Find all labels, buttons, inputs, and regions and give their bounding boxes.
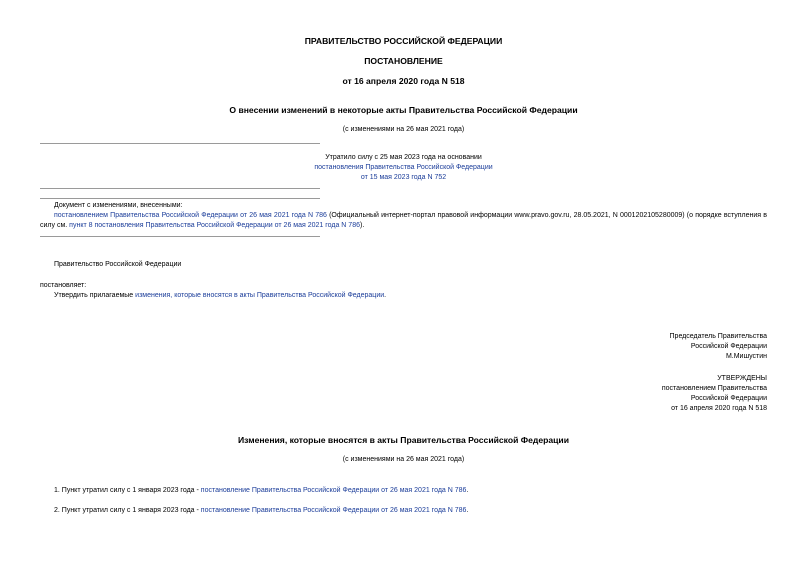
government-heading: ПРАВИТЕЛЬСТВО РОССИЙСКОЙ ФЕДЕРАЦИИ	[304, 36, 503, 46]
annex-item-1	[54, 487, 468, 494]
signature-country: Российской Федерации	[690, 343, 767, 350]
approved-by: постановлением Правительства	[661, 385, 767, 392]
signature-title: Председатель Правительства	[669, 333, 767, 340]
annex-item-link[interactable]: постановление Правительства Российской Федерации от 26 мая 2021 года N 786	[200, 507, 467, 514]
annex-item-link[interactable]: постановление Правительства Российской Федерации от 26 мая 2021 года N 786	[200, 487, 467, 494]
repeal-decree-link-line2[interactable]: от 15 мая 2023 года N 752	[360, 174, 447, 181]
divider	[40, 188, 320, 189]
repeal-decree-link-line1[interactable]: постановления Правительства Российской Федерации	[314, 164, 493, 171]
changes-closing: ).	[359, 222, 365, 229]
approve-paragraph	[54, 292, 386, 299]
document-type: ПОСТАНОВЛЕНИЕ	[364, 56, 443, 66]
annex-title: Изменения, которые вносятся в акты Правительства Российской Федерации	[237, 435, 569, 445]
annex-item-text: 1. Пункт утратил силу с 1 января 2023 года -	[54, 487, 201, 494]
annex-item-text: 2. Пункт утратил силу с 1 января 2023 года -	[54, 507, 201, 514]
divider	[40, 236, 320, 237]
changes-decree-link[interactable]: постановлением Правительства Российской Федерации от 26 мая 2021 года N 786	[54, 212, 327, 219]
document-date-number: от 16 апреля 2020 года N 518	[342, 76, 465, 86]
changes-item-link[interactable]: пункт 8 постановления Правительства Российской Федерации от 26 мая 2021 года N 786	[69, 222, 360, 229]
annex-item-2	[54, 507, 468, 514]
annex-item-end: .	[466, 507, 469, 514]
changes-paragraph	[40, 211, 767, 231]
repeal-notice-text: Утратило силу с 25 мая 2023 года на основании	[325, 154, 482, 161]
changes-intro: Документ с изменениями, внесенными:	[54, 202, 183, 209]
approve-suffix: .	[384, 292, 387, 299]
approved-heading: УТВЕРЖДЕНЫ	[717, 375, 767, 382]
decrees-line: постановляет:	[40, 282, 87, 289]
document-title: О внесении изменений в некоторые акты Правительства Российской Федерации	[229, 105, 578, 115]
approve-prefix: Утвердить прилагаемые	[54, 292, 136, 299]
repeal-decree-link-date[interactable]	[0, 174, 807, 181]
repeal-decree-link[interactable]	[0, 164, 807, 171]
divider	[40, 198, 320, 199]
government-line: Правительство Российской Федерации	[54, 261, 182, 268]
changes-portal-text: (Официальный интернет-портал правовой информации www.pravo.gov.ru, 28.05.2021, N 0001202105280009) (о порядке вступления в силу см.	[40, 212, 767, 229]
annex-item-end: .	[466, 487, 469, 494]
approved-country: Российской Федерации	[690, 395, 767, 402]
approve-changes-link[interactable]: изменения, которые вносятся в акты Правительства Российской Федерации	[135, 292, 385, 299]
annex-amended-note: (с изменениями на 26 мая 2021 года)	[342, 456, 465, 463]
amended-note: (с изменениями на 26 мая 2021 года)	[342, 126, 465, 133]
signature-name: М.Мишустин	[725, 353, 767, 360]
approved-date: от 16 апреля 2020 года N 518	[671, 405, 767, 412]
divider	[40, 143, 320, 144]
